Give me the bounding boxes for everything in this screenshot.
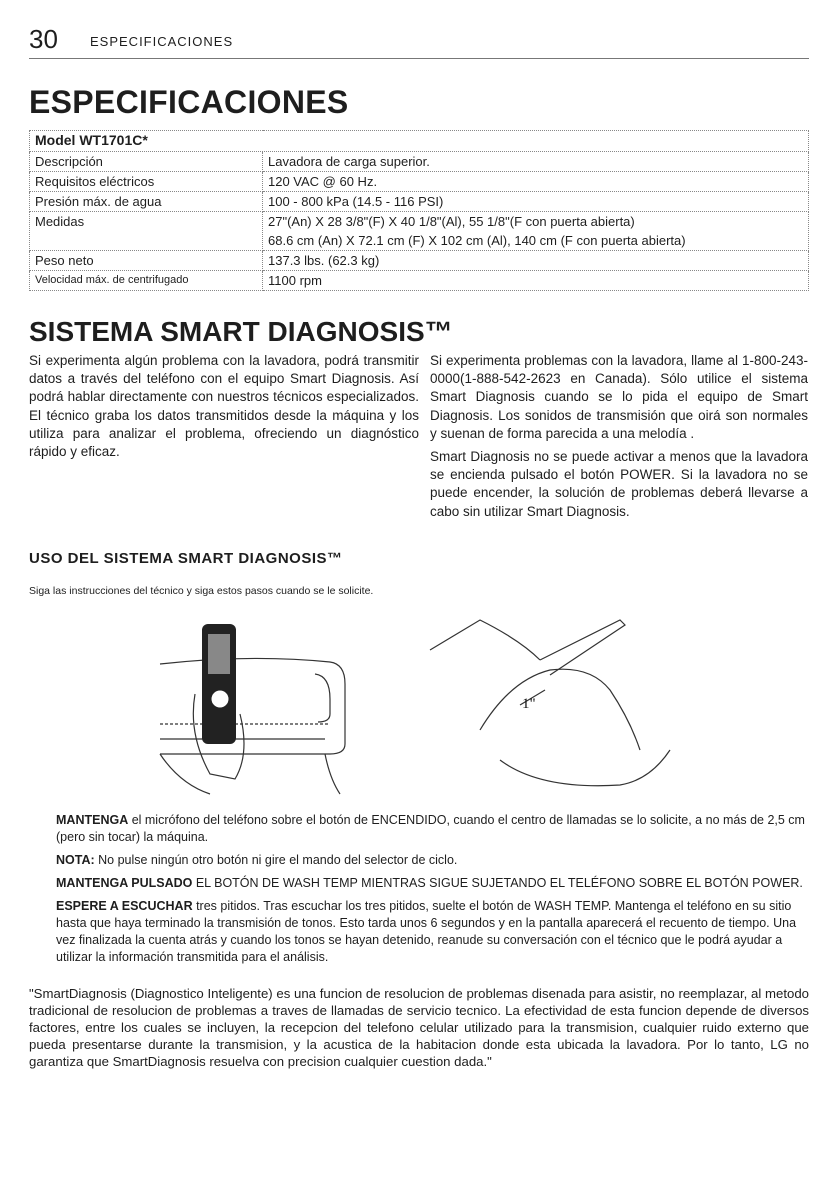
step-item (56, 812, 808, 846)
table-row (30, 212, 809, 251)
step-lead: MANTENGA (56, 813, 129, 827)
step-text: No pulse ningún otro botón ni gire el mando del selector de ciclo. (94, 853, 458, 867)
spec-key: Descripción (30, 152, 263, 172)
paragraph: Si experimenta algún problema con la lavadora, podrá transmitir datos a través del teléfono con el equipo Smart Diagnosis. Así podrá hablar directamente con nuestros técnicos especializados. El técnico graba los datos transmitidos desde la máquina y los utiliza para analizar el problema, ofreciendo un diagnóstico rápido y eficaz. (29, 353, 419, 460)
spec-value: 100 - 800 kPa (14.5 - 116 PSI) (263, 192, 809, 212)
spec-key: Velocidad máx. de centrifugado (30, 271, 263, 291)
spec-value: 137.3 lbs. (62.3 kg) (263, 251, 809, 271)
phone-distance-illustration (420, 600, 700, 800)
step-text: EL BOTÓN DE WASH TEMP MIENTRAS SIGUE SUJETANDO EL TELÉFONO SOBRE EL BOTÓN POWER. (192, 876, 803, 890)
spec-value (263, 212, 809, 251)
spec-key: Peso neto (30, 251, 263, 271)
spec-value-line-1: 27"(An) X 28 3/8"(F) X 40 1/8"(Al), 55 1/8"(F con puerta abierta) (268, 214, 635, 229)
spec-key: Medidas (30, 212, 263, 251)
step-lead: MANTENGA PULSADO (56, 876, 193, 890)
table-row (30, 152, 809, 172)
page-header (29, 20, 809, 59)
table-row (30, 172, 809, 192)
paragraph: Smart Diagnosis no se puede activar a menos que la lavadora se encienda pulsado el botón POWER. Si la lavadora no se puede encender, la solución de problemas deberá llevarse a cabo sin utilizar Smart Diagnosis. (430, 449, 808, 519)
step-lead: NOTA: (56, 853, 95, 867)
subsection-title: USO DEL SISTEMA SMART DIAGNOSIS™ (29, 550, 343, 567)
phone-on-panel-illustration (140, 604, 360, 799)
table-row (30, 251, 809, 271)
step-text: el micrófono del teléfono sobre el botón de ENCENDIDO, cuando el centro de llamadas se lo solicite, a no más de 2,5 cm (pero sin tocar) la máquina. (56, 813, 805, 844)
paragraph: Si experimenta problemas con la lavadora, llame al 1-800-243-0000(1-888-542-2623 en Canada). Sólo utilice el sistema Smart Diagnosis cuando se lo pida el equipo de Smart Diagnosis. Los sonidos de transmisión que oirá son normales y suenan de forma parecida a una melodía . (430, 353, 808, 441)
table-row (30, 271, 809, 291)
page-title: ESPECIFICACIONES (29, 84, 349, 120)
disclaimer-paragraph: "SmartDiagnosis (Diagnostico Inteligente) es una funcion de resolucion de problemas disenada para asistir, no reemplazar, al metodo tradicional de resolucion de problemas a traves de llamadas de servicio tecnico. La efectividad de esta funcion depende de diversos factores, entre los cuales se incluyen, la recepcion del telefono celular utilizado para la transmision, cualquier ruido externo que pueda presentarse durante la transmision, y la acustica de la habitacion donde esta ubicada la lavadora. Por lo tanto, LG no garantiza que SmartDiagnosis resuelva con precision cualquier cuestion dada." (29, 986, 809, 1069)
page-number: 30 (29, 24, 58, 54)
step-item (56, 852, 808, 869)
spec-key: Requisitos eléctricos (30, 172, 263, 192)
panel-outline (160, 658, 345, 754)
left-column (29, 352, 419, 466)
model-header: Model WT1701C* (30, 131, 809, 152)
specs-table (29, 130, 809, 291)
spec-value: 1100 rpm (263, 271, 809, 291)
table-row (30, 192, 809, 212)
distance-label: 1" (522, 696, 536, 712)
spec-value: 120 VAC @ 60 Hz. (263, 172, 809, 192)
step-text: tres pitidos. Tras escuchar los tres pitidos, suelte el botón de WASH TEMP. Mantenga el teléfono en su sitio hasta que haya terminado la transmisión de tonos. Esto tarda unos 6 segundos y en la pantalla aparecerá el recuento de tiempo. Una vez finalizada la cuenta atrás y cuando los tonos se hayan detenido, reanude su conversación con el técnico que le podrá ayudar a utilizar la información transmitida para el análisis. (56, 899, 797, 964)
section-title: SISTEMA SMART DIAGNOSIS™ (29, 316, 453, 347)
right-column (430, 352, 808, 526)
step-lead: ESPERE A ESCUCHAR (56, 899, 193, 913)
spec-value: Lavadora de carga superior. (263, 152, 809, 172)
phone-shape (540, 620, 625, 675)
spec-value-line-2: 68.6 cm (An) X 72.1 cm (F) X 102 cm (Al), 140 cm (F con puerta abierta) (268, 233, 686, 248)
running-header: ESPECIFICACIONES (90, 34, 234, 49)
instruction-text: Siga las instrucciones del técnico y siga estos pasos cuando se le solicite. (29, 585, 374, 597)
table-header-row (30, 131, 809, 152)
step-item (56, 875, 808, 892)
power-button-icon (211, 690, 229, 708)
steps-list (56, 812, 808, 972)
spec-key: Presión máx. de agua (30, 192, 263, 212)
step-item (56, 898, 808, 966)
